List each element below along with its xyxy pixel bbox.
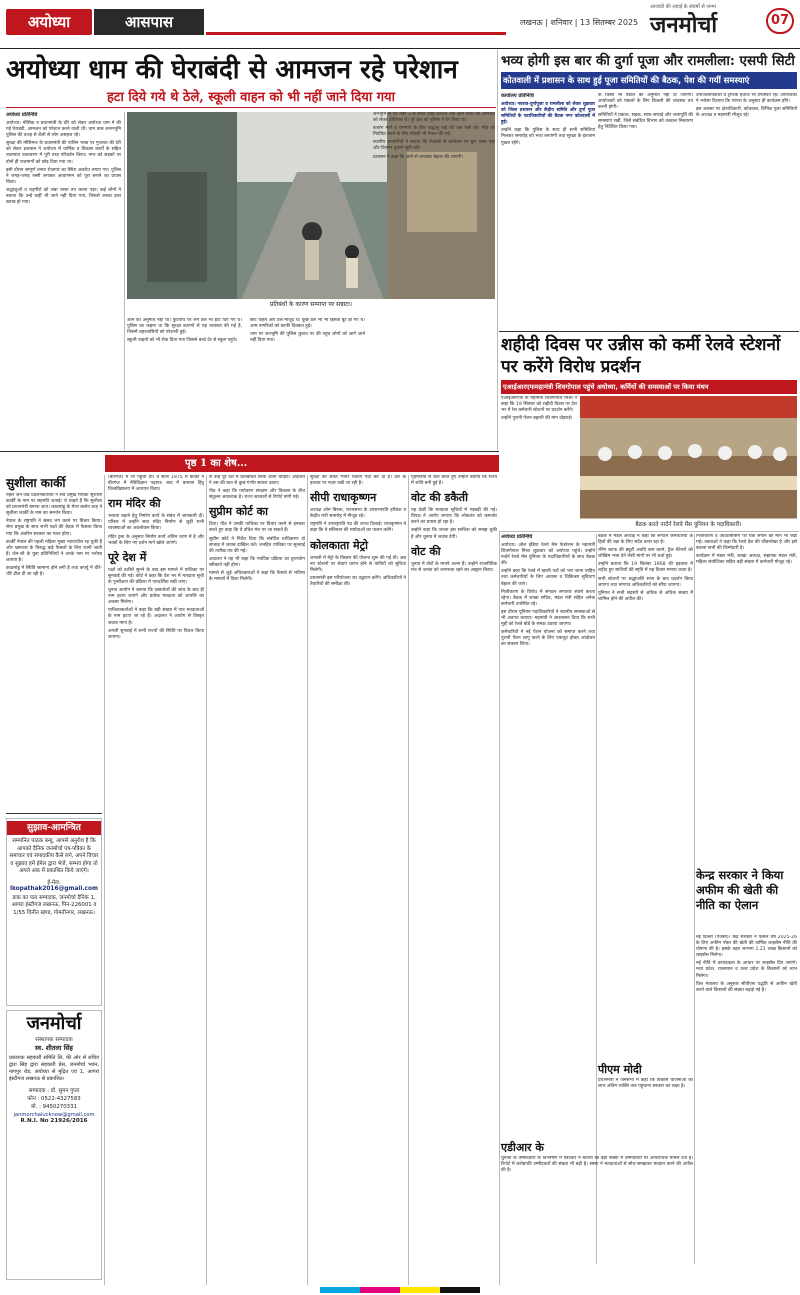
right-col-divider-2 bbox=[694, 534, 695, 1264]
durga-col1: कार्यालय प्रतिनिधि अयोध्या। नवरात्र-दुर्गापूजा व रामलीला को लेकर शुक्रवार को जिला प्रशासन और केंद्रीय समिति और दुर्गा पूजा समितियों के पदाधिकारियों की बैठक नगर कोतवाली में हुई। उन्होंने कहा कि पुलिस के साथ ही सभी समितियां मिलकर समारोह को भव्य बनाएंगी तथा सुरक्षा के इंतजाम पुख्ता रहेंगे। bbox=[501, 93, 595, 146]
vote-ki-head: वोट की bbox=[411, 544, 441, 558]
durga-subhead: कोतवाली में प्रशासन के साथ हुई पूजा समितियों की बैठक, पेश की गयीं समस्याएं bbox=[501, 72, 797, 89]
cont-col3: सुरक्षा को लेकर गंभीर चिंताएं पैदा कर दी हैं। देश के हालात पर नज़र रखी जा रही है। सीपी राधाकृष्णन अध्यक्ष ओम बिरला, राज्यसभा के उपसभापति हरिवंश व केंद्रीय मंत्री समारोह में मौजूद रहे। राष्ट्रपति ने उपराष्ट्रपति पद की शपथ दिलाई। राधाकृष्णन ने कहा कि वे संविधान की मर्यादाओं का पालन करेंगे। कोलकाता मेट्रो जनवरी में मेट्रो के विस्तार की योजना शुरू की गई थी। अब नए स्टेशनों पर सेवाएं प्रारंभ होने से यात्रियों को सुविधा मिलेगी। प्रधानमंत्री इस परियोजना का उद्घाटन करेंगे। अधिकारियों ने तैयारियों की समीक्षा की। bbox=[310, 475, 406, 587]
left-sidebar-divider bbox=[104, 475, 105, 1285]
registration-strip bbox=[0, 1284, 800, 1295]
black-swatch bbox=[440, 1287, 480, 1293]
adr-head: एडीआर के bbox=[501, 1141, 544, 1154]
durga-byline: कार्यालय प्रतिनिधि bbox=[501, 93, 534, 99]
section-divider bbox=[0, 451, 499, 452]
durga-bottom-rule bbox=[499, 331, 799, 332]
imprint-founder-label: संस्थापक सम्पादक bbox=[35, 1037, 73, 1043]
cont-divider-4 bbox=[499, 531, 500, 1285]
radhakrishnan-head: सीपी राधाकृष्णन bbox=[310, 491, 377, 505]
cont-col4: गृहमंत्रियों से बात करते हुए उन्होंने बताया कि राज्य में शांति बनी हुई है। वोट की डकैती यह देखी कि मतदाता सूचियों में गड़बड़ी की गई। विपक्ष ने आरोप लगाया कि लोकतंत्र को कमजोर करने का प्रयास हो रहा है। उन्होंने कहा कि जनता इस साजिश को समझ चुकी है और चुनाव में जवाब देगी। वोट की चुनाव में वोटों के मायने अलग हैं। उन्होंने राजनीतिक मंच से जनता को जागरूक रहने का आह्वान किया। bbox=[411, 475, 497, 573]
page1-banner: पृष्ठ 1 का शेष... bbox=[105, 455, 499, 472]
invite-title: सुझाव-आमन्त्रित bbox=[7, 821, 101, 835]
adr-body: चुनावों के उम्मीदवारों के विश्लेषण में एडीआर ने बताया कि बड़ी संख्या में उम्मीदवारों पर आपराधिक मामले दर्ज हैं। रिपोर्ट में करोड़पति उम्मीदवारों की संख्या भी बढ़ी है। संस्था ने मतदाताओं से सोच-समझकर मतदान करने की अपील की है। bbox=[501, 1156, 693, 1174]
imprint-logo: जनमोर्चा bbox=[26, 1013, 82, 1034]
cyan-swatch bbox=[320, 1287, 360, 1293]
page-number: 07 bbox=[766, 8, 794, 34]
lead-col1: अयोध्या प्रतिनिधि अयोध्या। मौसिक व प्रधानमंत्री के दौरे को लेकर अयोध्या धाम में की गई घेराबंदी, आमजन को परेशान करने वाली थी। धाम वास जनमभूमि पुलिस की वजह से शैली से लोग असहज रहे। सुरक्षा की मौसिमज के प्रधानमंत्री की पालिन भक्त पर गुजरात की देरी को लेकर प्रशासन ने अयोध्या में धार्मिक व विकास कार्यों के सहित यातायात वातावरण में पूरी तरह परिवर्तन किया। नगर को सड़कों पर दोनों ही राजमार्गों को छोड़ दिया गया था। इसी दौरान सम्पूर्ण तनाव रोज़गार का स्थिरा अवरोध लगाए गए। पुलिस ने जगह-जगह रस्सी लगाकर आवागमन को पूरा बनाने का प्रयास किया। श्रद्धालुओं व राहगीरों को लंबा रास्ता तय करना पड़ा। कई लोगों ने बताया कि उन्हें कहीं भी जाने नहीं दिया गया, जिससे उनका हाल खराब हो गया। bbox=[6, 112, 121, 206]
durga-col3: उपजिलाधिकारी व ट्रैफिक इंचार्ज भी उपस्थित रहे। आयोजकों ने भरोसा दिलाया कि परंपरा के अनुसार ही कार्यक्रम होंगे। इस अवसर पर क्षेत्राधिकारी, कोतवाल, विभिन्न पूजा समितियों के अध्यक्ष व महामंत्री मौजूद रहे। bbox=[696, 93, 797, 119]
imprint-mobile: मो. : 9450270331 bbox=[31, 1104, 77, 1110]
sushila-head: सुशीला कार्की bbox=[6, 476, 66, 490]
invite-address: डाक का पता सम्पादक, जनमोर्चा दैनिक 1, आगरा इंस्टीगज लखनऊ, पिन-226001 व 1/55 विनीत खण्ड, गोमतीनगर, लखनऊ। bbox=[11, 894, 97, 916]
shaheed-col1: एआईआरएफ के महामंत्री शिवगोपाल मिश्रा ने कहा कि 19 सितंबर को शहीदी दिवस पर देश भर में रेल कर्मचारी स्टेशनों पर प्रदर्शन करेंगे। उन्होंने पुरानी पेंशन बहाली की मांग दोहराई। bbox=[501, 396, 577, 422]
shaheed-subhead: एआईआरएफमहामंत्री शिवगोपाल पहुंचे अयोध्या, कर्मियों की समस्याओं पर किया मंथन bbox=[501, 380, 797, 394]
centre-headline: केन्द्र सरकार ने किया अफीम की खेती की नीति का ऐलान bbox=[696, 868, 784, 912]
shaheed-col2: अयोध्या प्रतिनिधि अयोध्या। ऑल इंडिया रेलवे मेंस फेडरेशन के महामंत्री शिवगोपाल मिश्रा शुक्रवार को अयोध्या पहुंचे। उन्होंने नार्दर्न रेलवे मेंस यूनियन के पदाधिकारियों के साथ बैठक की। उन्होंने कहा कि रेलवे में खाली पदों को भरा जाना चाहिए तथा कर्मचारियों के लिए आवास व चिकित्सा सुविधाएं बेहतर की जाएं। निजीकरण के विरोध में संगठन लगातार संघर्ष करता रहेगा। बैठक में शाखा सचिव, मंडल मंत्री सहित अनेक कर्मचारी उपस्थित रहे। इस दौरान यूनियन पदाधिकारियों ने स्थानीय समस्याओं से भी अवगत कराया। महामंत्री ने आश्वासन दिया कि सभी मुद्दों को रेलवे बोर्ड के समक्ष उठाया जाएगा। कर्मचारियों ने नई पेंशन योजना को समाप्त करने तथा पुरानी पेंशन लागू करने के लिए एकजुट होकर आंदोलन का संकल्प लिया। bbox=[501, 534, 595, 648]
lead-col2: आने की अनुमति नहीं थी। फुटपाथ पर लगे ठेले भी हटा दिए गए थे। पुलिस का कहना था कि सुरक्षा कारणों से यह व्यवस्था की गई है, जिसमें शहरवासियों को परेशानी हुई। स्कूली वाहनों को भी रोक दिया गया जिससे बच्चे देर से स्कूल पहुंचे। bbox=[127, 318, 242, 344]
shaheed-photo-rule bbox=[499, 531, 799, 532]
magenta-swatch bbox=[360, 1287, 400, 1293]
invite-email[interactable]: lkopathak2016@gmail.com bbox=[9, 885, 99, 892]
sidebar-rule bbox=[6, 813, 102, 814]
city-tag: अयोध्या bbox=[6, 9, 92, 35]
imprint-founder: स्व. शीतला सिंह bbox=[35, 1044, 73, 1052]
imprint-rni: R.N.I. No 21926/2016 bbox=[20, 1118, 88, 1124]
invite-body: सम्मानित पाठक बन्धु, आपसे अनुरोध है कि आपको दैनिक जनमोर्चा पत्र-पत्रिका के समाचार एवं संपादकीय कैसे लगे, अपने विचार व सुझाव हमें ईमेल द्वारा भेजें, सम्भव होगा तो अगले अंक में प्रकाशित किये जाएंगे। bbox=[9, 838, 99, 875]
lead-byline: अयोध्या प्रतिनिधि bbox=[6, 112, 38, 118]
pm-modi-head: पीएम मोदी bbox=[598, 1063, 642, 1076]
kolkata-metro-head: कोलकाता मेट्रो bbox=[310, 538, 368, 552]
masthead bbox=[0, 0, 800, 50]
shaheed-col4: निजीकरण व आउटसोर्सिंग पर रोक लगाने की मांग भी रखी गई। वक्ताओं ने कहा कि रेलवे देश की जीवनरेखा है और इसे बचाना सभी की जिम्मेदारी है। कार्यक्रम में मंडल मंत्री, शाखा अध्यक्ष, सहायक मंडल मंत्री, महिला संयोजिका सहित बड़ी संख्या में कर्मचारी मौजूद रहे। bbox=[696, 534, 797, 566]
lead-col4: जनभूमि के गेट नंबर 3 से लेकर देखी काजल तक आने वालों को आमजन को लेकर होशियार थे। पूरे क्षेत्र को पुलिस ने घेर लिया था। बजरंग मार्ग व राममार्ग के बीच श्रद्धालु कई घंटे तक फंसे रहे। भीड़ को नियंत्रित करने के लिए पीएसी भी तैनात की गई। स्थानीय व्यापारियों ने बताया कि घेराबंदी से कारोबार पर बुरा असर पड़ा और दिनभर दुकानें सूनी रहीं। प्रशासन ने कहा कि आगे से व्यवस्था बेहतर की जाएगी। bbox=[373, 112, 495, 160]
supreme-court-head: सुप्रीम कोर्ट का bbox=[209, 505, 268, 519]
sushila-body: पहले जेन-जेड प्रदर्शनकारियों ने सर्व प्रमुख मेरिका सुशीला कार्की के नाम पर सहमति जताई। चे चाहते हैं कि सुशीला को प्रधानमंत्री बनाया जाए। काठमांडू के मेयर बालेन शाह ने सुशीला कार्की के नाम का समर्थन किया। नेपाल के राष्ट्रपति ने संसद भंग करने पर विचार किया। सेना प्रमुख के साथ सभी पक्षों की बैठक में फैसला किया गया कि अंतरिम सरकार का गठन होगा। कार्की नेपाल की पहली महिला मुख्य न्यायाधीश रह चुकी हैं और भ्रष्टाचार के विरुद्ध कड़े फैसलों के लिए जानी जाती हैं। जेन-जी के युवा प्रतिनिधियों ने उनके नाम पर भरोसा जताया है। काठमांडू में स्थिति सामान्य होने लगी है तथा कर्फ्यू में धीरे-धीरे ढील दी जा रही है। bbox=[6, 493, 102, 578]
invite-box bbox=[6, 818, 102, 1006]
vote-dakaiti-head: वोट की डकैती bbox=[411, 491, 468, 505]
durga-col2: के किसी भी पंडाल की अनुमति नहीं दी जाएगी। आयोजकों को पंडालों के लिए बिजली की व्यवस्था तय करनी होगी। समितियों ने प्रकाश, सड़क, साफ-सफाई और जलापूर्ति की समस्याएं रखीं, जिसे संबंधित विभाग को तत्काल निस्तारण हेतु निर्देशित किया गया। bbox=[598, 93, 693, 131]
cont-divider-3 bbox=[408, 475, 409, 1285]
masthead-divider bbox=[0, 48, 800, 49]
imprint-body: प्रकाशक सहकारी समिति लि. की ओर से सचिव द्वारा सिंह द्वारा सहकारी प्रेस, जनमोर्चा भवन, नागपुर रोड, अयोध्या से मुद्रित एवं 1, आगरा इंस्टीगज लखनऊ से प्रकाशित। bbox=[9, 1055, 99, 1082]
lead-headline: अयोध्या धाम की घेराबंदी से आमजन रहे परेशान bbox=[6, 55, 458, 85]
issue-meta: लखनऊ | शनिवार | 13 सितम्बर 2025 bbox=[520, 18, 639, 27]
cont-col1: (बीरगंज) में भी पहुंची थी। वे साल 1975 में कार्की ने बीरगंज में नेतिविज्ञान पढ़ाया। बाद में बनारस हिंदू विश्वविद्यालय में अध्ययन किया। राम मंदिर की भव्यता बढ़ाने हेतु निर्माण कार्य के संबंध में जानकारी दी। परिसर में उन्होंने सात मंदिर निर्माण से जुड़ी सभी व्यवस्थाओं का अवलोकन किया। मंदिर ट्रस्ट के अनुसार निर्माण कार्य अंतिम चरण में है और भक्तों के लिए नए दर्शन मार्ग खोले जाएंगे। पूरे देश में पक्षों को दलीलें सुनने के बाद इस मामले में याचिका पर सुनवाई की गई। कोर्ट ने कहा कि देश भर में मतदाता सूची के पुनरीक्षण की प्रक्रिया में पारदर्शिता रखी जाए। चुनाव आयोग ने बताया कि दस्तावेजों की जांच के बाद ही नाम हटाए जाएंगे और प्रत्येक मतदाता को आपत्ति का अवसर मिलेगा। याचिकाकर्ताओं ने कहा कि बड़ी संख्या में पात्र मतदाताओं के नाम हटाए जा रहे हैं। अदालत ने आयोग से विस्तृत जवाब मांगा है। अगली सुनवाई में सभी राज्यों की स्थिति पर विचार किया जाएगा। bbox=[108, 475, 204, 640]
shaheed-photo-caption: बैठक करते नार्दर्न रेलवे मेंस यूनियन के पदाधिकारी। bbox=[580, 519, 797, 529]
poore-desh-head: पूरे देश में bbox=[108, 550, 147, 564]
imprint-box bbox=[6, 1010, 102, 1280]
shaheed-photo bbox=[580, 396, 797, 529]
invite-email-label: ई-मेल: bbox=[47, 879, 61, 886]
newspaper-logo: जनमोर्चा bbox=[650, 12, 718, 38]
ram-mandir-head: राम मंदिर की bbox=[108, 497, 161, 511]
section-rule bbox=[206, 32, 506, 35]
durga-headline: भव्य होगी इस बार की दुर्गा पूजा और रामलीला: एसपी सिटी bbox=[501, 53, 795, 69]
lead-right-divider bbox=[497, 50, 498, 450]
section-tag: आसपास bbox=[94, 9, 204, 35]
masthead-tagline: आजादी की लड़ाई के संघर्षों से जन्मा bbox=[650, 4, 716, 10]
pm-modi-body: प्रधानमंत्री ने जनसभा में कहा कि विकास योजनाओं का लाभ अंतिम व्यक्ति तक पहुंचाना सरकार का लक्ष्य है। bbox=[598, 1078, 693, 1090]
yellow-swatch bbox=[400, 1287, 440, 1293]
shaheed-col3: बैठक में मंडल अध्यक्ष ने कहा कि संगठन कर्मचारियों के हितों की रक्षा के लिए सदैव तत्पर रहा है। रनिंग स्टाफ की ड्यूटी अवधि कम करने, ट्रैक मेंटेनरों को जोखिम भत्ता देने जैसी मांगों पर भी चर्चा हुई। उन्होंने बताया कि 19 सितंबर 1968 की हड़ताल में शहीद हुए साथियों की स्मृति में यह दिवस मनाया जाता है। सभी स्टेशनों पर श्रद्धांजलि सभा के बाद प्रदर्शन किया जाएगा तथा मांगपत्र अधिकारियों को सौंपा जाएगा। यूनियन ने सभी सदस्यों से अधिक से अधिक संख्या में शामिल होने की अपील की। bbox=[598, 534, 693, 602]
cont-col2: से उन्हें पूरे देश में प्रतिबंधित किया जाना चाहिए। अदालत ने उस की बात से कुछ गंभीर सवाल उठाए। पीठ ने कहा कि पर्यावरण संरक्षण और विकास के बीच संतुलन आवश्यक है। राज्य सरकारों से रिपोर्ट मांगी गई। सुप्रीम कोर्ट का दिया। पीठ ने उनकी याचिका पर विचार करने से इनकार करते हुए कहा कि वे उचित मंच पर जा सकते हैं। सुप्रीम कोर्ट ने निर्देश दिया कि संबंधित प्राधिकरण दो सप्ताह में जवाब दाखिल करे। जनहित याचिका पर सुनवाई की तारीख तय की गई। अदालत ने यह भी कहा कि न्यायिक प्रक्रिया का दुरुपयोग स्वीकार्य नहीं होगा। मामले से जुड़े अधिवक्ताओं ने कहा कि फैसले से भविष्य के मामलों में दिशा मिलेगी। bbox=[209, 475, 305, 583]
cont-divider-1 bbox=[206, 475, 207, 1285]
cont-divider-2 bbox=[307, 475, 308, 1285]
lead-photo-caption: प्रतिबंधों के कारण सम्पाप्त पर सन्नाटा। bbox=[127, 299, 495, 309]
imprint-email[interactable]: janmorchalucknow@gmail.com bbox=[13, 1112, 95, 1118]
right-col-divider bbox=[596, 534, 597, 1264]
lead-col3: छोटे वाहन और ठेले मौजूद थे। कुछ ठेले भी भी हिंसक बूटे हो गए थे। आम नागरिकों को काफी दिक्कत हुई। धाम पर जनभूमि की पुलिस कुटाव पर की पहुंच लोगों को आगे जाने नहीं दिया गया। bbox=[250, 318, 365, 344]
lead-subhead: हटा दिये गये थे ठेले, स्कूली वाहन को भी नहीं जाने दिया गया bbox=[6, 88, 496, 108]
imprint-editor: सम्पादक : डॉ. सुमन गुप्ता bbox=[28, 1088, 80, 1094]
imprint-phone: फोन : 0522-4327583 bbox=[27, 1096, 81, 1102]
shaheed-byline: अयोध्या प्रतिनिधि bbox=[501, 534, 533, 540]
centre-body: नई दिल्ली (एजेंसी)। केंद्र सरकार ने फसल वर्ष 2025-26 के लिए अफीम पोस्त की खेती की वार्षिक लाइसेंस नीति की घोषणा की है। इसके तहत लगभग 1.21 लाख किसानों को लाइसेंस मिलेगा। नई नीति में उत्पादकता के आधार पर लाइसेंस दिए जाएंगे। मध्य प्रदेश, राजस्थान व उत्तर प्रदेश के किसानों को लाभ मिलेगा। वित्त मंत्रालय के अनुसार सीपीएस पद्धति से अफीम खेती करने वाले किसानों की संख्या बढ़ाई गई है। bbox=[696, 935, 797, 993]
meeting-photo-image bbox=[580, 396, 797, 518]
lead-col-divider bbox=[124, 112, 125, 450]
shaheed-headline: शहीदी दिवस पर उन्नीस को कर्मी रेलवे स्टेशनों पर करेंगे विरोध प्रदर्शन bbox=[501, 335, 781, 377]
